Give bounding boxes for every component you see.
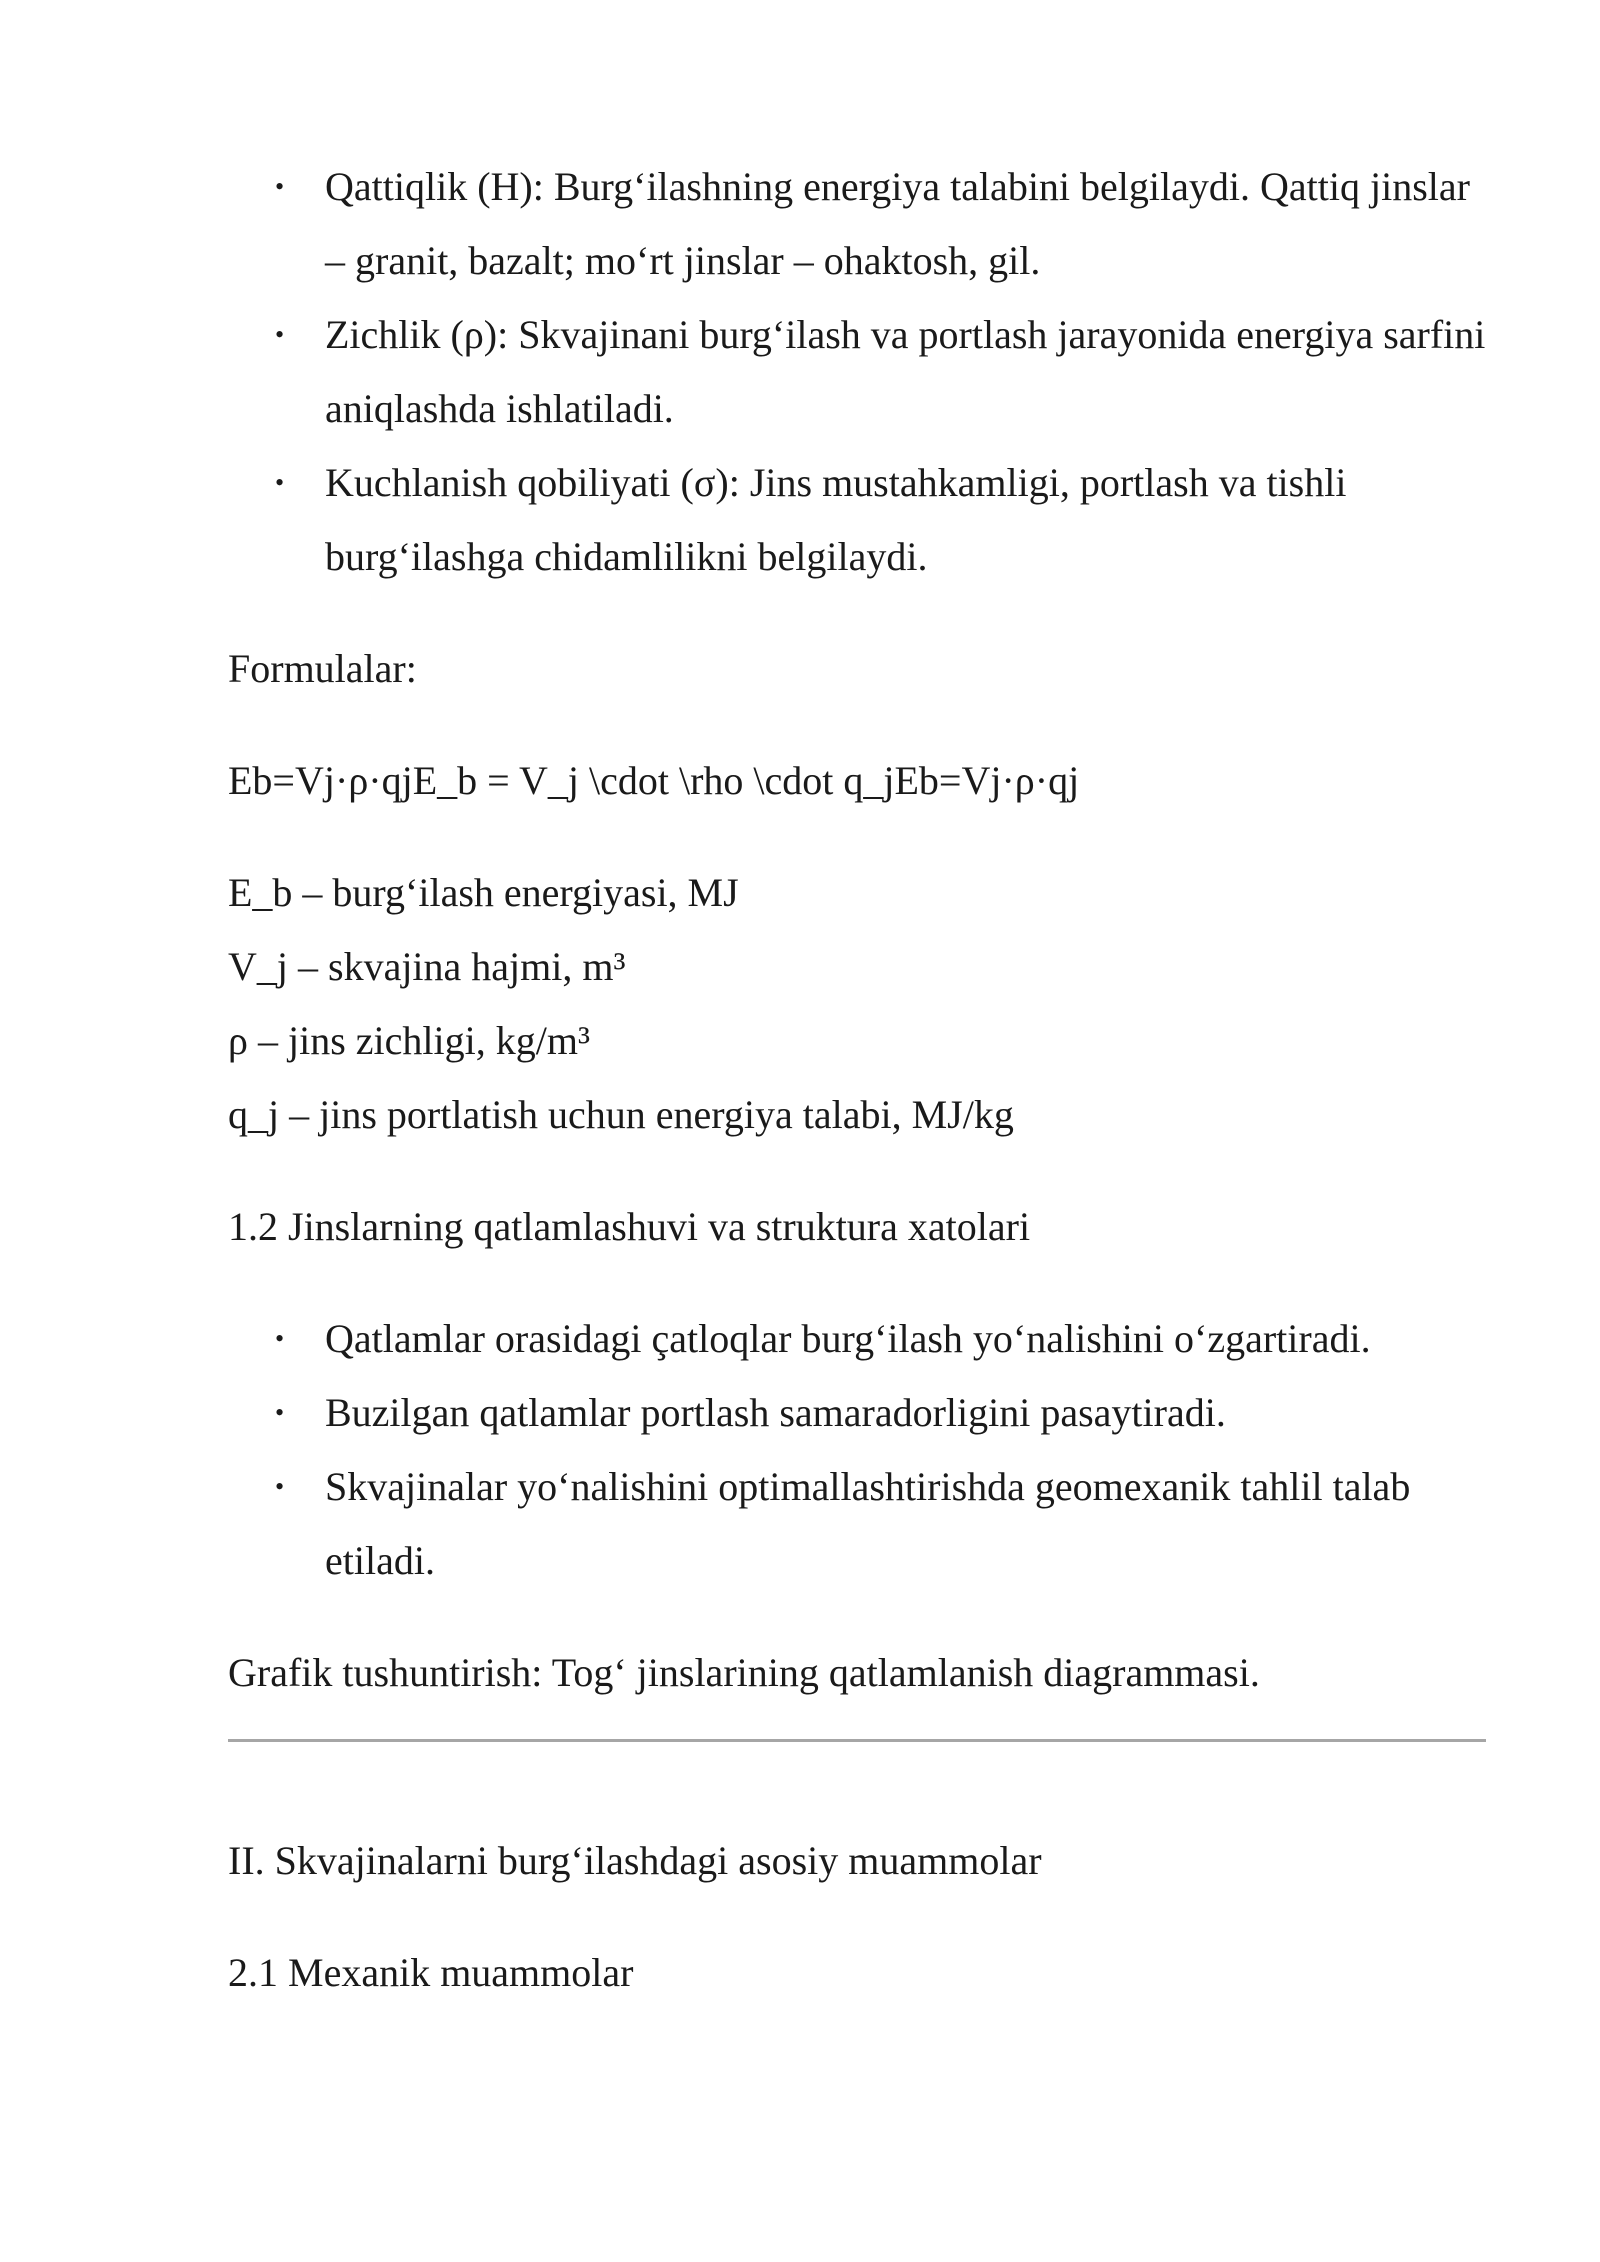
stratification-list (228, 1302, 1486, 1598)
bullet-icon: • (275, 1324, 285, 1353)
definition-line: q_j – jins portlatish uchun energiya talabi, MJ/kg (228, 1092, 1014, 1137)
list-item-text: Qattiqlik (H): Burg‘ilashning energiya talabini belgilaydi. Qattiq jinslar – granit, bazalt; mo‘rt jinslar – ohaktosh, gil. (325, 164, 1470, 283)
list-item-text: Qatlamlar orasidagi çatloqlar burg‘ilash yo‘nalishini o‘zgartiradi. (325, 1316, 1371, 1361)
section-heading-II: II. Skvajinalarni burg‘ilashdagi asosiy muammolar (228, 1838, 1042, 1883)
document-body (228, 150, 1486, 2010)
bullet-icon: • (275, 172, 285, 201)
properties-list (228, 150, 1486, 594)
formulas-heading: Formulalar: (228, 646, 417, 691)
graphic-note: Grafik tushuntirish: Tog‘ jinslarining qatlamlanish diagrammasi. (228, 1650, 1260, 1695)
list-item (228, 150, 1486, 298)
section-heading-2-1: 2.1 Mexanik muammolar (228, 1950, 634, 1995)
list-item-text: Zichlik (ρ): Skvajinani burg‘ilash va portlash jarayonida energiya sarfini aniqlashda ishlatiladi. (325, 312, 1486, 431)
definition-line: E_b – burg‘ilash energiyasi, MJ (228, 870, 739, 915)
list-item (228, 298, 1486, 446)
bullet-icon: • (275, 1472, 285, 1501)
list-item-text: Skvajinalar yo‘nalishini optimallashtirishda geomexanik tahlil talab etiladi. (325, 1464, 1411, 1583)
formula-line: Eb=Vj·ρ·qjE_b = V_j \cdot \rho \cdot q_jEb=Vj·ρ·qj (228, 758, 1080, 803)
definition-line: ρ – jins zichligi, kg/m³ (228, 1018, 590, 1063)
definition-line: V_j – skvajina hajmi, m³ (228, 944, 626, 989)
bullet-icon: • (275, 1398, 285, 1427)
list-item (228, 1376, 1486, 1450)
list-item (228, 1302, 1486, 1376)
bullet-icon: • (275, 468, 285, 497)
list-item (228, 1450, 1486, 1598)
list-item-text: Buzilgan qatlamlar portlash samaradorligini pasaytiradi. (325, 1390, 1226, 1435)
list-item-text: Kuchlanish qobiliyati (σ): Jins mustahkamligi, portlash va tishli burg‘ilashga chidamlilikni belgilaydi. (325, 460, 1347, 579)
section-heading-1-2: 1.2 Jinslarning qatlamlashuvi va struktura xatolari (228, 1204, 1031, 1249)
list-item (228, 446, 1486, 594)
bullet-icon: • (275, 320, 285, 349)
